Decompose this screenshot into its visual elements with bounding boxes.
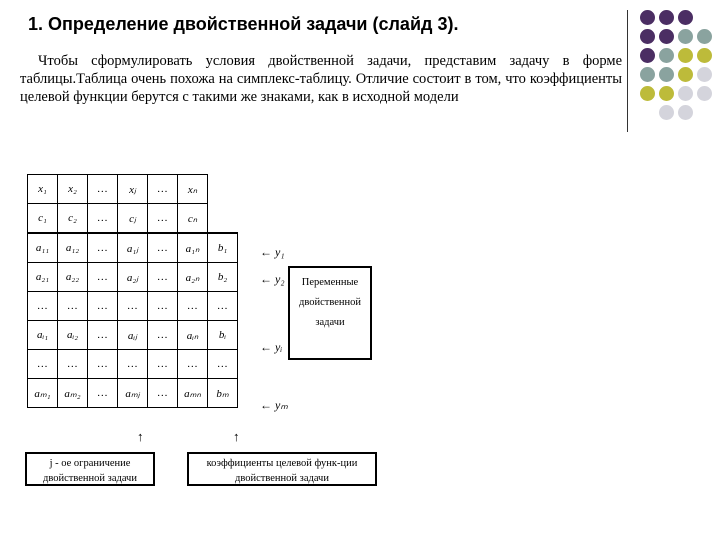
table-cell: aₘⱼ xyxy=(118,379,148,408)
table-cell: a₁₂ xyxy=(58,233,88,263)
table-cell: a₁ⱼ xyxy=(118,233,148,263)
table-cell: a₁₁ xyxy=(28,233,58,263)
arrow-ym: ← yₘ xyxy=(260,398,288,412)
table-cell: … xyxy=(148,204,178,234)
dot xyxy=(678,10,693,25)
table-cell: a₂ₙ xyxy=(178,263,208,292)
table-cell: … xyxy=(88,292,118,321)
dot xyxy=(640,48,655,63)
dot xyxy=(678,48,693,63)
table-cell: … xyxy=(88,263,118,292)
up-arrow: ↑ xyxy=(233,429,240,444)
dot xyxy=(697,29,712,44)
table-cell: … xyxy=(88,379,118,408)
table-cell: … xyxy=(148,350,178,379)
arrow-y1: ← y₁ xyxy=(260,245,285,259)
dot xyxy=(697,67,712,82)
table-cell-empty xyxy=(208,204,238,234)
table-cell: … xyxy=(28,350,58,379)
table-cell: b₂ xyxy=(208,263,238,292)
table-row-c xyxy=(28,204,238,234)
dot xyxy=(659,48,674,63)
table-cell: aᵢₙ xyxy=(178,321,208,350)
table-cell: … xyxy=(88,321,118,350)
table-cell: … xyxy=(88,350,118,379)
table-cell: aₘ₁ xyxy=(28,379,58,408)
table-cell: c₂ xyxy=(58,204,88,234)
dot xyxy=(678,105,693,120)
table-cell: … xyxy=(178,292,208,321)
arrow-yi: ← yᵢ xyxy=(260,340,283,354)
table-cell: … xyxy=(178,350,208,379)
dot xyxy=(640,29,655,44)
intro-paragraph: Чтобы сформулировать условия двойственной задачи, представим задачу в форме таблицы.Таблица очень похожа на симплекс-таблицу. Отличие состоит в том, что коэффициенты целевой функции берутся с такими же знаками, как в исходной модели xyxy=(20,53,622,105)
intro-text xyxy=(20,52,622,106)
table-cell: x₁ xyxy=(28,175,58,204)
dot xyxy=(659,86,674,101)
table-cell: … xyxy=(148,379,178,408)
table-cell: cₙ xyxy=(178,204,208,234)
arrow-y2: ← y₂ xyxy=(260,272,285,286)
table-row xyxy=(28,263,238,292)
table-cell: aᵢ₁ xyxy=(28,321,58,350)
dot xyxy=(640,10,655,25)
table-cell: … xyxy=(148,321,178,350)
table-row xyxy=(28,350,238,379)
table-cell: … xyxy=(118,350,148,379)
table-cell: … xyxy=(148,175,178,204)
dot xyxy=(678,86,693,101)
table-row xyxy=(28,321,238,350)
table-row xyxy=(28,292,238,321)
dot xyxy=(659,67,674,82)
slide-title: 1. Определение двойственной задачи (слайд 3). xyxy=(28,14,459,34)
dot xyxy=(659,10,674,25)
table-cell: x₂ xyxy=(58,175,88,204)
table-cell: … xyxy=(58,292,88,321)
dot xyxy=(640,67,655,82)
table-cell: … xyxy=(118,292,148,321)
table-cell: … xyxy=(88,175,118,204)
table-cell: … xyxy=(208,350,238,379)
dot xyxy=(659,29,674,44)
table-cell: aₘ₂ xyxy=(58,379,88,408)
dual-variables-box xyxy=(288,266,372,360)
dot xyxy=(697,86,712,101)
dot xyxy=(678,29,693,44)
table-cell: … xyxy=(148,263,178,292)
table-cell: … xyxy=(28,292,58,321)
dot xyxy=(678,67,693,82)
table-cell: bₘ xyxy=(208,379,238,408)
table-cell: c₁ xyxy=(28,204,58,234)
table-row xyxy=(28,233,238,263)
table-row-x xyxy=(28,175,238,204)
dual-task-table xyxy=(27,174,238,408)
table-cell: aₘₙ xyxy=(178,379,208,408)
dot xyxy=(697,48,712,63)
table-cell: … xyxy=(88,233,118,263)
table-row xyxy=(28,379,238,408)
up-arrow: ↑ xyxy=(137,429,144,444)
table-cell: bᵢ xyxy=(208,321,238,350)
table-cell: a₂ⱼ xyxy=(118,263,148,292)
box-line: задачи xyxy=(315,317,345,328)
table-cell: … xyxy=(58,350,88,379)
constraint-box: j - ое ограничение двойственной задачи xyxy=(25,452,155,486)
table-cell: … xyxy=(88,204,118,234)
table-cell: a₂₁ xyxy=(28,263,58,292)
divider-line xyxy=(627,10,628,132)
box-line: Переменные xyxy=(301,277,359,288)
dot xyxy=(640,86,655,101)
box-line: двойственной xyxy=(298,297,361,308)
table-cell: aᵢ₂ xyxy=(58,321,88,350)
objective-coefficients-box: коэффициенты целевой функ-ции двойственной задачи xyxy=(187,452,377,486)
table-cell: xⱼ xyxy=(118,175,148,204)
table-cell-empty xyxy=(208,175,238,204)
table-cell: … xyxy=(148,233,178,263)
decorative-dots xyxy=(640,10,720,122)
table-cell: aᵢⱼ xyxy=(118,321,148,350)
dot xyxy=(659,105,674,120)
table-cell: b₁ xyxy=(208,233,238,263)
table-cell: a₁ₙ xyxy=(178,233,208,263)
table-cell: cⱼ xyxy=(118,204,148,234)
table-cell: xₙ xyxy=(178,175,208,204)
table-cell: … xyxy=(208,292,238,321)
table-cell: a₂₂ xyxy=(58,263,88,292)
table-cell: … xyxy=(148,292,178,321)
